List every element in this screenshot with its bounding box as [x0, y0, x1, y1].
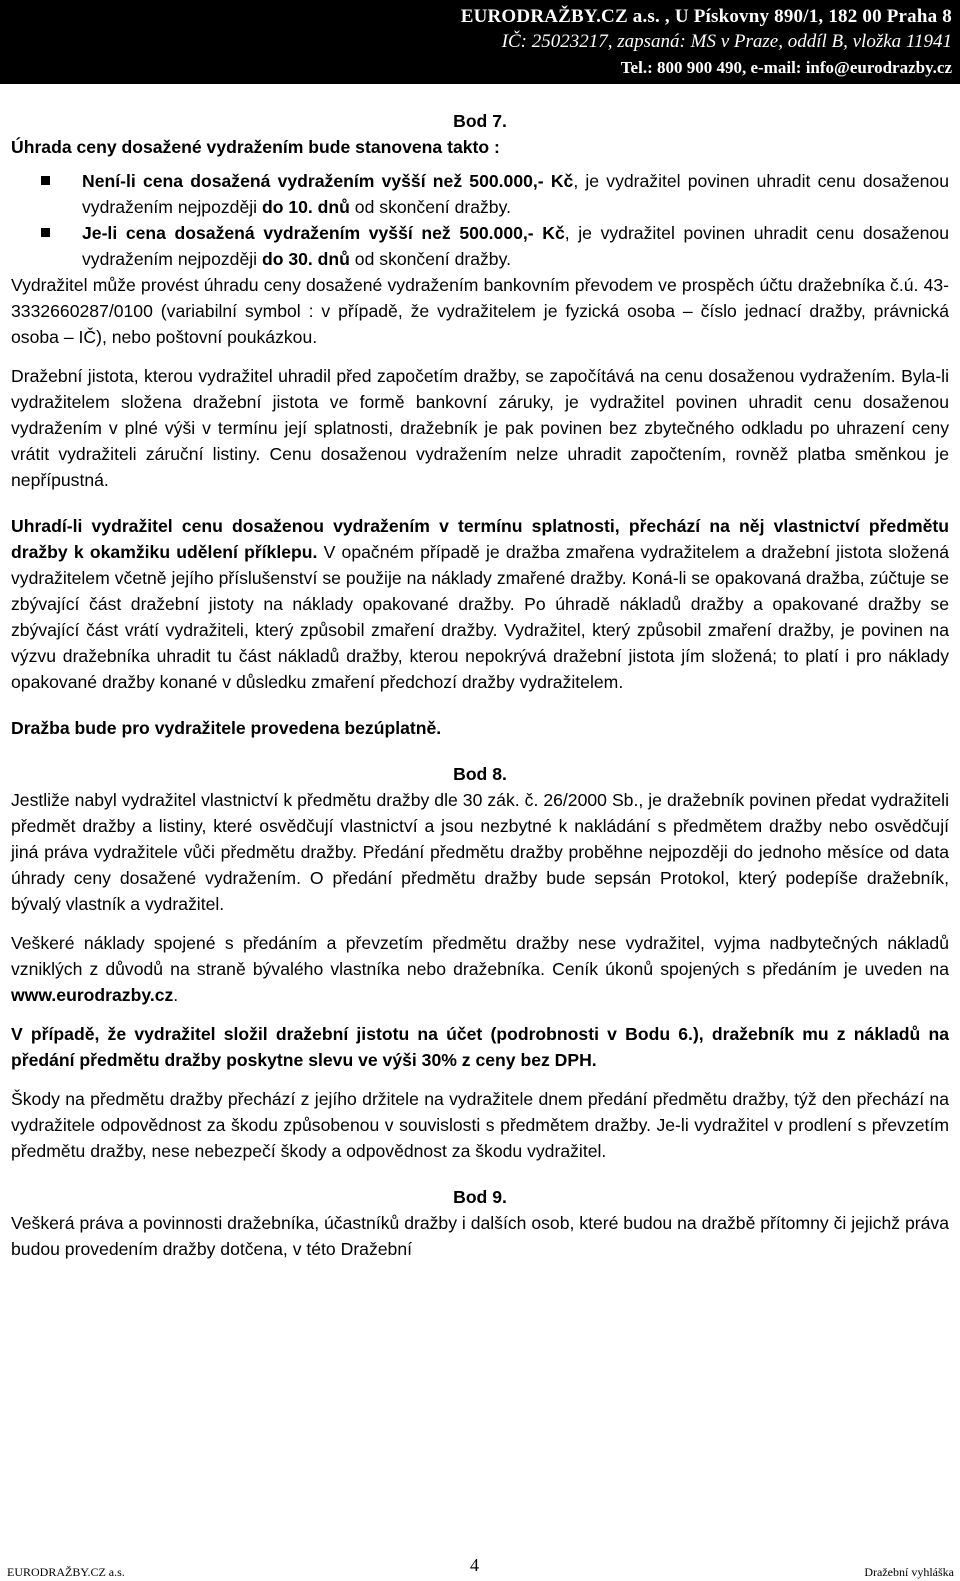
bullet-text-end: od skončení dražby.: [349, 249, 511, 269]
bod8-heading: Bod 8.: [453, 764, 507, 784]
bank-transfer-paragraph: Vydražitel může provést úhradu ceny dosažené vydražením bankovním převodem ve prospěch účtu dražebníka č.ú. 43-3332660287/0100 (variabilní symbol : v případě, že vydražitelem je fyzická osoba – číslo jednací dražby, právnická osoba – IČ), nebo poštovní poukázkou.: [11, 275, 949, 347]
free-of-charge-note: Dražba bude pro vydražitele provedena bezúplatně.: [11, 718, 442, 738]
bullet-square-icon: [41, 176, 50, 185]
rights-paragraph: Veškerá práva a povinnosti dražebníka, účastníků dražby i dalších osob, které budou na dražbě přítomny či jejichž práva budou provedením dražby dotčena, v této Dražební: [11, 1213, 949, 1259]
bullet-deadline: do 10. dnů: [261, 197, 350, 217]
damage-liability-paragraph: Škody na předmětu dražby přechází z jejího držitele na vydražitele dnem předání předmětu dražby, týž den přechází na vydražitele odpovědnost za škodu způsobenou v souvislosti s předmětem dražby. Je-li vydražitel v prodlení s převzetím předmětu dražby, nese nebezpečí škody a odpovědnost za škodu vydražitel.: [11, 1089, 949, 1161]
letterhead: [0, 0, 960, 84]
ownership-transfer-text: Uhradí-li vydražitel cenu dosaženou vydražením v termínu splatnosti, přechází na něj vlastnictví předmětu dražby k okamžiku udělení příklepu.: [11, 516, 949, 562]
list-item: [11, 220, 949, 272]
costs-text: Veškeré náklady spojené s předáním a převzetím předmětu dražby nese vydražitel, vyjma nadbytečných nákladů vzniklých z důvodů na straně bývalého vlastníka nebo dražebníka. Ceník úkonů spojených s předáním je uveden na: [11, 933, 949, 979]
costs-text-end: .: [173, 985, 179, 1005]
list-item: [11, 168, 949, 220]
footer-document-title: Dražební vyhláška: [864, 1565, 954, 1579]
company-line: EURODRAŽBY.CZ a.s. , U Pískovny 890/1, 182 00 Praha 8: [460, 6, 952, 27]
bod9-heading: Bod 9.: [453, 1187, 507, 1207]
footer-company: EURODRAŽBY.CZ a.s.: [7, 1565, 125, 1579]
document-body: [11, 108, 949, 1262]
bullet-condition: Není-li cena dosažená vydražením vyšší než 500.000,- Kč: [82, 171, 574, 191]
bullet-text-end: od skončení dražby.: [349, 197, 511, 217]
bullet-square-icon: [41, 228, 50, 237]
bullet-condition: Je-li cena dosažená vydražením vyšší než 500.000,- Kč: [82, 223, 565, 243]
default-paragraph: [11, 513, 949, 695]
page-number: 4: [470, 1555, 479, 1575]
registration-line: IČ: 25023217, zapsaná: MS v Praze, oddíl B, vložka 11941: [501, 31, 952, 52]
deposit-paragraph: Dražební jistota, kterou vydražitel uhradil před započetím dražby, se započítává na cenu dosaženou vydražením. Byla-li vydražitelem složena dražební jistota ve formě bankovní záruky, je vydražitel povinen uhradit cenu dosaženou vydražením v plné výši v termínu její splatnosti, dražebník je pak povinen bez zbytečného odkladu po uhrazení ceny vrátit vydražiteli záruční listiny. Cenu dosaženou vydražením nelze uhradit započtením, rovněž platba směnkou je nepřípustná.: [11, 366, 949, 490]
bullet-deadline: do 30. dnů: [261, 249, 350, 269]
contact-line: Tel.: 800 900 490, e-mail: info@eurodrazby.cz: [620, 58, 952, 77]
discount-paragraph: V případě, že vydražitel složil dražební jistotu na účet (podrobnosti v Bodu 6.), dražebník mu z nákladů na předání předmětu dražby poskytne slevu ve výši 30% z ceny bez DPH.: [11, 1024, 949, 1070]
page-footer: [0, 1555, 960, 1581]
handover-paragraph: Jestliže nabyl vydražitel vlastnictví k předmětu dražby dle 30 zák. č. 26/2000 Sb., je dražebník povinen předat vydražiteli předmět dražby a listiny, které osvědčují vlastnictví a jsou nezbytné k nakládání s předmětem dražby nebo osvědčují jiná práva vydražitele vůči předmětu dražby. Předání předmětu dražby proběhne nejpozději do jednoho měsíce od data úhrady ceny dosažené vydražením. O předání předmětu dražby bude sepsán Protokol, který podepíše dražebník, bývalý vlastník a vydražitel.: [11, 790, 949, 914]
bullet-text: , je vydražitel povinen uhradit cenu dosaženou vydražením nejpozději: [82, 223, 949, 269]
website-link[interactable]: www.eurodrazby.cz: [11, 985, 174, 1005]
bullet-text: , je vydražitel povinen uhradit cenu dosaženou vydražením nejpozději: [82, 171, 949, 217]
payment-terms-list: [11, 168, 949, 272]
default-text: V opačném případě je dražba zmařena vydražitelem a dražební jistota složená vydražitelem včetně jejího příslušenství se použije na náklady zmařené dražby. Koná-li se opakovaná dražba, zúčtuje se zbývající část dražební jistoty na náklady opakované dražby. Po úhradě nákladů dražby a opakované dražby se zbývající část vrátí vydražiteli, který způsobil zmaření dražby. Vydražitel, který způsobil zmaření dražby, je povinen na výzvu dražebníka uhradit tu část nákladů dražby, kterou nepokrývá dražební jistota jím složená; to platí i pro náklady opakované dražby konané v důsledku zmaření předchozí dražby vydražitelem.: [11, 542, 949, 692]
bod7-intro: Úhrada ceny dosažené vydražením bude stanovena takto :: [11, 137, 500, 157]
bod7-heading: Bod 7.: [453, 111, 507, 131]
costs-paragraph: [11, 930, 949, 1008]
